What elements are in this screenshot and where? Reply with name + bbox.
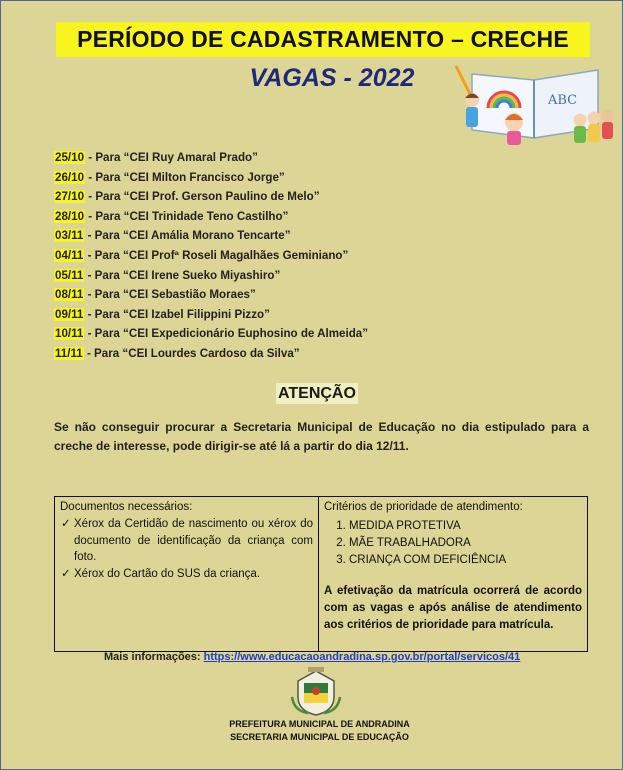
schedule-date: 27/10 (55, 190, 85, 204)
more-info (104, 651, 520, 663)
document-item (60, 516, 313, 566)
footer-line-1: PREFEITURA MUNICIPAL DE ANDRADINA (229, 719, 410, 729)
documents-column (55, 497, 319, 651)
schedule-item (54, 187, 368, 207)
criteria-column (319, 497, 587, 651)
schedule-item (54, 148, 368, 168)
schedule-date: 09/11 (55, 307, 84, 321)
schedule-text: - Para “CEI Izabel Filippini Pizzo” (84, 307, 270, 321)
schedule-text: - Para “CEI Ruy Amaral Prado” (85, 151, 258, 164)
check-icon: ✓ (61, 567, 71, 580)
schedule-item (54, 324, 368, 344)
page-subtitle: VAGAS - 2022 (249, 64, 415, 92)
schedule-date: 25/10 (55, 151, 85, 164)
documents-list (60, 516, 313, 582)
schedule-item (54, 305, 368, 325)
schedule-date: 11/11 (55, 346, 83, 360)
schedule-text: - Para “CEI Milton Francisco Jorge” (85, 170, 285, 184)
schedule-date: 28/10 (55, 209, 85, 223)
schedule-item (54, 168, 368, 188)
criteria-item: 2. MÃE TRABALHADORA (349, 535, 582, 552)
schedule-date: 04/11 (55, 248, 84, 262)
schedule-text: - Para “CEI Trinidade Teno Castilho” (85, 209, 289, 223)
documents-heading: Documentos necessários: (60, 501, 193, 513)
attention-text: Se não conseguir procurar a Secretaria Municipal de Educação no dia estipulado para a creche de interesse, pode dirigir-se até lá a partir do dia 12/11. (54, 420, 589, 453)
enrollment-note: A efetivação da matrícula ocorrerá de acordo com as vagas e após análise de atendimento aos critérios de prioridade para matrícula. (324, 585, 582, 631)
schedule-date: 05/11 (55, 268, 84, 282)
child-figures-right (574, 110, 615, 143)
criteria-list (324, 518, 582, 569)
page-title: PERÍODO DE CADASTRAMENTO – CRECHE (56, 22, 590, 57)
schedule-item (54, 207, 368, 227)
criteria-item: 1. MEDIDA PROTETIVA (349, 518, 582, 535)
schedule-date: 26/10 (55, 170, 85, 184)
coat-of-arms-icon (290, 667, 342, 717)
schedule-text: - Para “CEI Lourdes Cardoso da Silva” (83, 346, 300, 360)
schedule-item (54, 285, 368, 305)
schedule-text: - Para “CEI Amália Morano Tencarte” (84, 229, 291, 243)
criteria-item: 3. CRIANÇA COM DEFICIÊNCIA (349, 552, 582, 569)
more-info-label: Mais informações: (104, 651, 204, 663)
schedule-date: 03/11 (55, 229, 84, 243)
more-info-link[interactable]: https://www.educacaoandradina.sp.gov.br/portal/servicos/41 (203, 651, 521, 663)
children-book-illustration (452, 60, 616, 146)
footer-line-2: SECRETARIA MUNICIPAL DE EDUCAÇÃO (230, 731, 409, 742)
document-text: Xérox do Cartão do SUS da criança. (74, 567, 261, 580)
attention-heading: ATENÇÃO (278, 385, 356, 402)
schedule-date: 10/11 (55, 327, 84, 341)
schedule-item (54, 266, 368, 286)
schedule-item (54, 344, 368, 364)
schedule-date: 08/11 (55, 288, 84, 302)
info-table (54, 496, 588, 652)
schedule-text: - Para “CEI Prof. Gerson Paulino de Melo” (85, 190, 320, 204)
schedule-text: - Para “CEI Irene Sueko Miyashiro” (84, 268, 281, 282)
schedule-item (54, 246, 368, 266)
schedule-text: - Para “CEI Expedicionário Euphosino de Almeida” (84, 327, 369, 341)
schedule-list (54, 148, 368, 364)
check-icon: ✓ (61, 518, 71, 530)
document-text: Xérox da Certidão de nascimento ou xérox do documento de identificação da criança com foto. (74, 518, 313, 563)
schedule-text: - Para “CEI Profª Roseli Magalhães Geminiano” (84, 248, 349, 262)
criteria-heading: Critérios de prioridade de atendimento: (324, 501, 523, 513)
document-item (60, 566, 313, 583)
footer-organization (0, 718, 623, 743)
schedule-text: - Para “CEI Sebastião Moraes” (84, 288, 256, 302)
schedule-item (54, 226, 368, 246)
svg-text:ABC: ABC (548, 93, 578, 108)
